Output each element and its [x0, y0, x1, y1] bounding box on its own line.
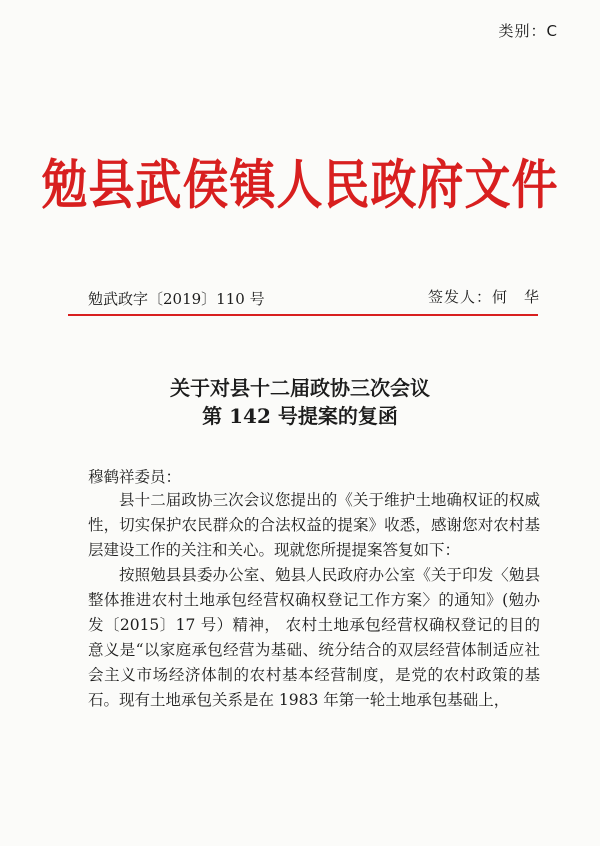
red-header-title: 勉县武侯镇人民政府文件	[41, 153, 559, 216]
paragraph-1: 县十二届政协三次会议您提出的《关于维护土地确权证的权威性，切实保护农民群众的合法权益的提案》收悉，感谢您对农村基层建设工作的关注和关心。现就您所提提案答复如下：	[88, 491, 540, 559]
red-divider-line	[68, 314, 538, 316]
salutation: 穆鹤祥委员：	[88, 468, 182, 486]
paragraph-2: 按照勉县县委办公室、勉县人民政府办公室《关于印发〈勉县整体推进农村土地承包经营权确权登记工作方案〉的通知》(勉办发〔2015〕17 号）精神， 农村土地承包经营权确权登记的目的意义是“以家庭承包经营为基础、统分结合的双层经营体制适应社会主义市场经济体制的农村基本经营制度，是党的农村政策的基石。现有土地承包关系是在 1983 年第一轮土地承包基础上，	[88, 566, 540, 709]
document-number: 勉武政字〔2019〕110 号	[88, 290, 265, 308]
issuer-signature: 签发人：何 华	[427, 288, 540, 306]
category-label: 类别：C	[498, 22, 558, 40]
body-text	[88, 488, 540, 713]
doc-title-line-2: 第 142 号提案的复函	[202, 404, 398, 428]
doc-title-line-1: 关于对县十二届政协三次会议	[170, 376, 430, 400]
